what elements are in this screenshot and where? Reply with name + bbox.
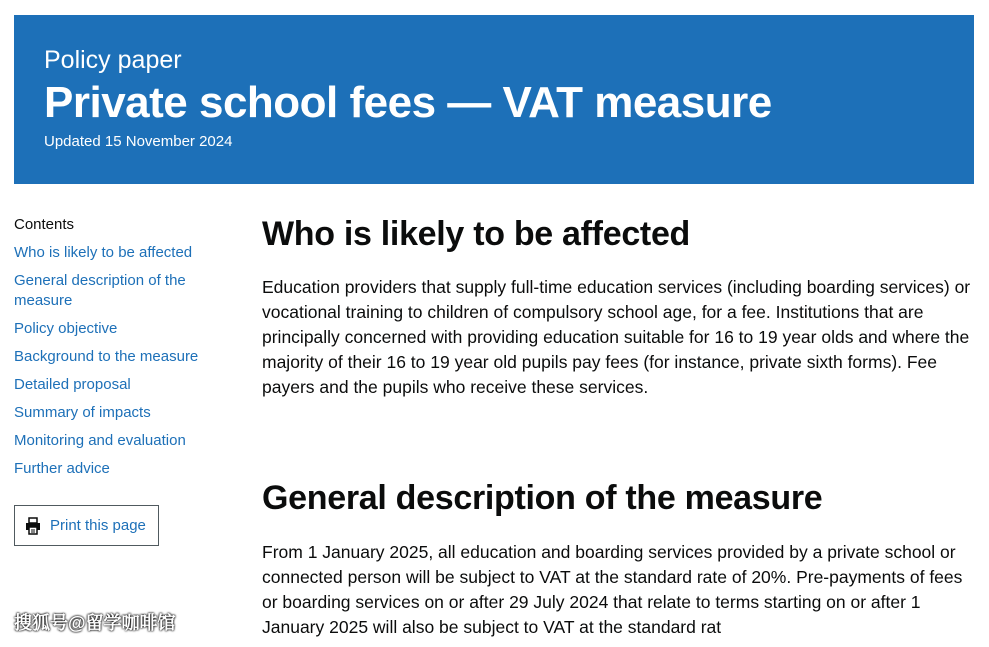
page-title: Private school fees — VAT measure: [44, 78, 772, 127]
contents-link-further-advice[interactable]: Further advice: [14, 460, 110, 477]
contents-nav: [14, 216, 224, 487]
section-heading: Who is likely to be affected: [262, 215, 691, 253]
contents-link-summary-impacts[interactable]: Summary of impacts: [14, 404, 151, 421]
document-type: Policy paper: [44, 46, 182, 74]
contents-link-who-affected[interactable]: Who is likely to be affected: [14, 244, 193, 261]
section-heading: General description of the measure: [262, 479, 823, 517]
updated-date: Updated 15 November 2024: [44, 133, 233, 150]
print-page-button[interactable]: [14, 505, 159, 546]
printer-icon: [25, 517, 41, 535]
contents-link-background[interactable]: Background to the measure: [14, 348, 199, 365]
watermark: 搜狐号@留学咖啡馆: [14, 613, 176, 633]
contents-link-monitoring[interactable]: Monitoring and evaluation: [14, 432, 186, 449]
page-header: [14, 15, 974, 184]
section-body: Education providers that supply full-time education services (including boarding services) or vocational training to children of compulsory school age, for a fee. Institutions that are principally concerned with providing education suitable for 16 to 19 year olds and where the majority of their 16 to 19 year old pupils pay fees (for instance, private sixth forms). Fee payers and the pupils who receive these services.: [262, 277, 971, 397]
contents-title: Contents: [14, 216, 75, 233]
contents-link-policy-objective[interactable]: Policy objective: [14, 320, 118, 337]
contents-link-general-description[interactable]: General description of the measure: [14, 272, 186, 309]
section-body: From 1 January 2025, all education and boarding services provided by a private school or connected person will be subject to VAT at the standard rate of 20%. Pre-payments of fees or boarding services on or after 29 July 2024 that relate to terms starting on or after 1 January 2025 will also be subject to VAT at the standard rat: [262, 542, 963, 637]
print-label: Print this page: [50, 517, 146, 534]
contents-link-detailed-proposal[interactable]: Detailed proposal: [14, 376, 131, 393]
